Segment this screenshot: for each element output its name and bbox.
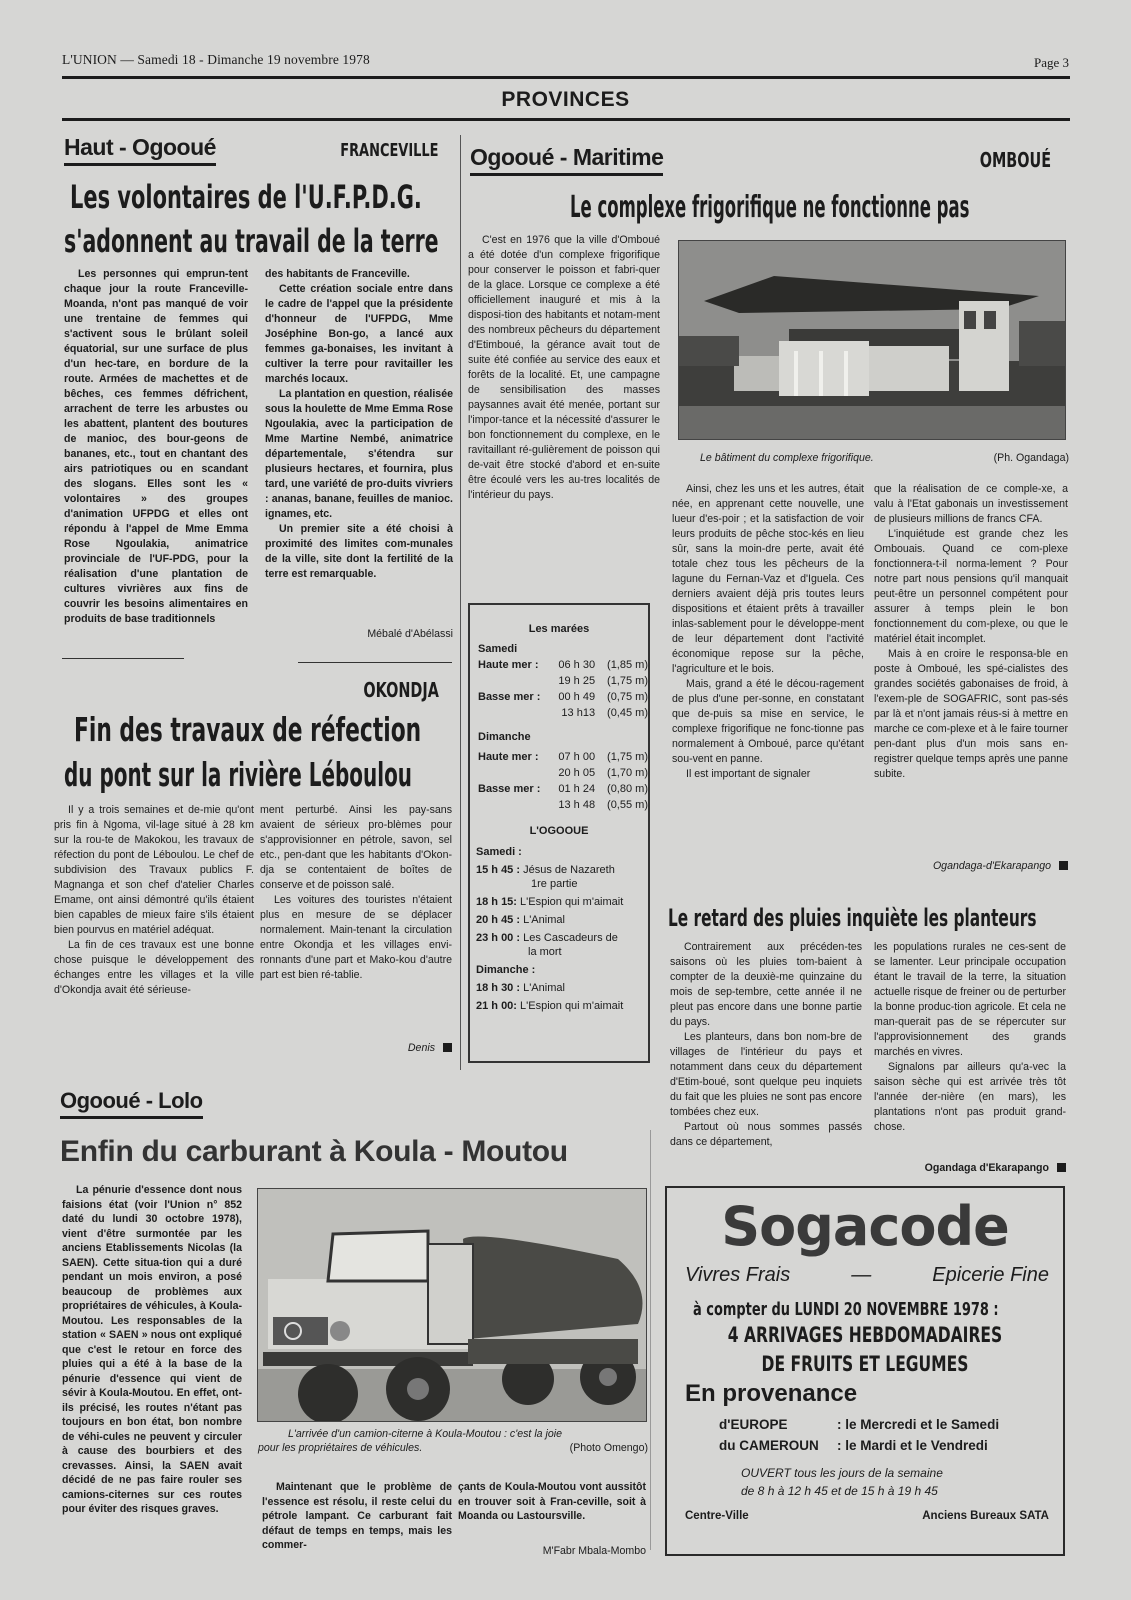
article-headline: s'adonnent au travail de la terre — [64, 222, 439, 260]
caption-line: L'arrivée d'un camion-citerne à Koula-Moutou : c'est la joie — [288, 1428, 562, 1440]
article-column — [672, 482, 864, 782]
ad-locations: Centre-Ville Anciens Bureaux SATA — [685, 1510, 1049, 1522]
byline-text: Denis — [407, 1042, 435, 1054]
tides-title: Les marées — [528, 623, 590, 635]
region-ogooue-lolo: Ogooué - Lolo — [60, 1088, 203, 1119]
end-mark-icon — [443, 1043, 452, 1052]
end-mark-icon — [1059, 861, 1068, 870]
paragraph: Ainsi, chez les uns et les autres, était née, en apprenant cette nouvelle, une lueur d'es-poir ; et la satisfaction de voir leurs produits de pêche stoc-kés en lieu sûr, sans la moin-dre perte, avait été totale chez tous les pêcheurs de la lagune du Fernan-Vaz et d'Iguela. Ces derniers avaient déjà pris toutes leurs dispositions et étaient prêts à travailler inlas-sablement pour le développe-ment de leur département dont l'activité économique repose sur la pêche, l'agriculture et le bois. — [672, 483, 864, 675]
paragraph: L'inquiétude est grande chez les Ombouais. Quand ce com-plexe fonctionnera-t-il norma-lement ? Pour notre part nous pensions qu'il manquait peut-être un personnel compétent pour assurer à temps plein le bon fonctionnement du com-plexe, ou que le matériel était incomplet. — [874, 528, 1068, 645]
tide-row: Haute mer : 06 h 30 (1,85 m) — [478, 659, 648, 671]
building-image — [679, 241, 1066, 440]
tide-row: 13 h13 (0,45 m) — [561, 707, 648, 719]
tides-day: Dimanche — [478, 731, 531, 743]
tide-row: 20 h 05 (1,70 m) — [558, 767, 648, 779]
article-headline: Les volontaires de l'U.F.P.D.G. — [70, 178, 422, 216]
region-haut-ogooue: Haut - Ogooué — [64, 134, 216, 166]
cinema-day: Samedi : — [476, 846, 522, 858]
photo-tanker-truck — [257, 1188, 647, 1422]
byline — [874, 1162, 1066, 1174]
ad-arrivals: 4 ARRIVAGES HEBDOMADAIRES — [727, 1323, 1003, 1347]
photo-credit: (Photo Omengo) — [569, 1442, 648, 1454]
article-headline: Enfin du carburant à Koula - Moutou — [60, 1135, 568, 1168]
cinema-listing — [476, 843, 648, 1015]
byline-text: Ogandaga-d'Ekarapango — [932, 860, 1051, 872]
ad-origins — [719, 1414, 1063, 1456]
masthead-title: L'UNION — Samedi 18 - Dimanche 19 novembre 1978 — [62, 52, 370, 67]
paragraph: Un premier site a été choisi à proximité des limites com-munales de la ville, site dont la fertilité de la terre est remarquable. — [265, 523, 453, 580]
article-column — [874, 482, 1068, 782]
paragraph: Contrairement aux précéden-tes saisons où les pluies tom-baient à compter de la deuxiè-me quinzaine du mois de sep-tembre, cette année il ne pleut pas encore dans une bonne partie du pays. — [670, 941, 862, 1028]
cinema-show: 21 h 00: L'Espion qui m'aimait — [476, 1000, 624, 1012]
tides-table — [478, 641, 648, 813]
paragraph: ment perturbé. Ainsi les pay-sans avaient de sérieux pro-blèmes pour s'approvisionner en pétrole, savon, sel etc., pen-dant que les habitants d'Okon-dja se contentaient de boîtes de conserve et de poisson salé. — [260, 804, 452, 891]
paragraph: Les voitures des touristes n'étaient plus en mesure de se déplacer normalement. Main-tenant la circulation entre Okondja et les villages envi-ronnants d'une part et Mako-kou d'autre part est bien ré-tablie. — [260, 894, 452, 981]
cinema-show: 15 h 45 : Jésus de Nazareth — [476, 864, 615, 876]
section-rule — [62, 118, 1070, 121]
ad-start-date: à compter du LUNDI 20 NOVEMBRE 1978 : — [693, 1299, 999, 1320]
section-title: PROVINCES — [501, 88, 630, 111]
article-headline: Fin des travaux de réfection — [74, 710, 422, 749]
town-okondja: OKONDJA — [363, 678, 439, 702]
paragraph: Mais à en croire le responsa-ble en poste à Omboué, les spé-cialistes des grandes sociétés gabonaises de froid, à l'exem-ple de SOGAFRIC, sont pas-sés par là et n'ont jamais réus-si à mettre en marche ce com-plexe et à le faire tourner pen-dant plus d'un mois sans en-registrer quelque temps après une panne subite. — [874, 648, 1068, 780]
tide-row: Basse mer : 01 h 24 (0,80 m) — [478, 783, 648, 795]
ad-opening-hours: OUVERT tous les jours de la semaine de 8 h à 12 h 45 et de 15 h à 19 h 45 — [741, 1466, 943, 1498]
town-franceville: FRANCEVILLE — [340, 140, 439, 161]
paragraph: les populations rurales ne ces-sent de se lamenter. Leur principale occupation étant le travail de la terre, la situation actuelle risque de freiner ou de perturber la bonne produc-tion agricole. Et cela ne man-querait pas de se répercuter sur l'approvisionnement des grands marchés en vivres. — [874, 941, 1066, 1058]
caption-line: pour les propriétaires de véhicules. (Photo Omengo) — [258, 1442, 648, 1454]
cinema-show: 20 h 45 : L'Animal — [476, 914, 565, 926]
ad-origin-row: du CAMEROUN : le Mardi et le Vendredi — [719, 1438, 988, 1453]
tide-row: Basse mer : 00 h 49 (0,75 m) — [478, 691, 648, 703]
article-column — [260, 803, 452, 983]
tide-row: 19 h 25 (1,75 m) — [558, 675, 648, 687]
cinema-show: 18 h 30 : L'Animal — [476, 982, 565, 994]
cinema-show-extra: 1re partie — [531, 878, 578, 890]
town-omboue: OMBOUÉ — [979, 148, 1051, 172]
paragraph: Mais, grand a été le décou-ragement de plus d'une per-sonne, en constatant que de-puis sa mise en service, le complexe frigorifique ne fonc-tionne pas normalement à Omboué, parce qu'étant sou-vent en panne. — [672, 678, 864, 765]
column-divider-bottom — [650, 1130, 651, 1550]
cinema-show-extra: la mort — [528, 946, 562, 958]
cinema-day: Dimanche : — [476, 964, 536, 976]
paragraph: Signalons par ailleurs qu'a-vec la saison sèche qui est arrivée très tôt l'année der-nière (en mars), les plantations n'ont pas produit grand-chose. — [874, 1061, 1066, 1133]
cinema-show: 23 h 00 : Les Cascadeurs de — [476, 932, 618, 944]
paragraph: Il est important de signaler — [686, 768, 811, 780]
region-ogooue-maritime: Ogooué - Maritime — [470, 144, 663, 176]
cinema-show: 18 h 15: L'Espion qui m'aimait — [476, 896, 624, 908]
paragraph: Les personnes qui emprun-tent chaque jour la route Franceville-Moanda, n'ont pas manqué de voir une trentaine de femmes qui s'activent sous le brûlant soleil équatorial, sur une surface de plus d'un hec-tare, en bordure de la route. Armées de machettes et de bêches, ces femmes défrichent, arrachent de terre les arbustes ou les abattent, plantent des boutures de manioc, des bour-geons de bananes, etc., tout en chantant des airs patriotiques ou en scandant des slogans. Elles sont les « volontaires » des groupes d'animation UFPDG et elles ont répondu à l'appel de Mme Emma Rose Ngoulakia, animatrice provinciale de l'UF-PDG, pour la réalisation d'une plantation de cultures vivrières aux fins de couvrir les besoins alimentaires en produits de base traditionnels — [64, 268, 248, 625]
byline: Mébalé d'Abélassi — [367, 628, 453, 640]
sogacode-advertisement — [665, 1186, 1065, 1556]
article-column — [670, 940, 862, 1150]
paragraph: Partout où nous sommes passés dans ce département, — [670, 1121, 862, 1148]
article-headline: Le retard des pluies inquiète les planteurs — [668, 904, 1037, 932]
separator — [62, 658, 184, 659]
top-rule — [62, 76, 1070, 79]
paragraph: Il y a trois semaines et de-mie qu'ont pris fin à Ngoma, vil-lage situé à 28 km sur la rou-te de Makokou, les travaux de réfection du pont de Léboulou. Le chef de subdivision des Travaux publics F. Magnanga et son chef d'atelier Charles Emame, ont ainsi démontré qu'ils étaient bien capables de mieux faire s'ils étaient bien pourvus en matériel adéquat. — [54, 804, 254, 936]
paragraph: La pénurie d'essence dont nous faisions état (voir l'Union n° 852 daté du lundi 30 octobre 1978), vient d'être surmontée par les anciens Etablissements Nicolas (la SAEN). Cette situa-tion qui a duré pendant un mois environ, a posé beaucoup de problèmes aux propriétaires de véhicules, à Koula-Moutou. Les responsables de la station « SAEN » nous ont expliqué que c'est le retour en force des pluies qui a été à la base de la pénurie d'essence qui vient de sévir à Koula-Moutou. En effet, ont-ils précisé, les routes n'étant pas toujours en bon état, bon nombre de véhi-cules ne peuvent y circuler à cause des bourbiers et des crevasses. Ainsi, la SAEN avait décidé de ne pas faire rouler ses camions-citernes sur ces routes pour éviter des risques graves. — [62, 1184, 242, 1515]
paragraph: Maintenant que le problème de l'essence est résolu, il reste celui du pétrole lampant. Ce carburant fait défaut de temps en temps, mais les commer- — [262, 1481, 452, 1551]
tides-day: Samedi — [478, 643, 518, 655]
article-headline: Le complexe frigorifique ne fonctionne pas — [570, 190, 970, 225]
article-column — [874, 940, 1066, 1135]
tide-row: 13 h 48 (0,55 m) — [558, 799, 648, 811]
byline — [260, 1042, 452, 1054]
paragraph: que la réalisation de ce comple-xe, a valu à l'Etat gabonais un investissement de plusieurs millions de francs CFA. — [874, 483, 1068, 525]
byline-text: Ogandaga d'Ekarapango — [924, 1162, 1049, 1174]
photo-credit: (Ph. Ogandaga) — [993, 452, 1069, 464]
photo-cold-storage-building — [678, 240, 1066, 440]
paragraph: C'est en 1976 que la ville d'Omboué a été dotée d'un complexe frigorifique pour conserver le poisson et fabri-quer de la glace. Lorsque ce complexe a été officiellement inauguré et mis à la disposi-tion des habitants et notam-ment des nombreux pêcheurs du département d'Etimboué, la gérance avait tout de suite été confiée au service des eaux et forêts de la localité. Et, une campagne de sensibilisation des masses paysannes avait été menée, portant sur l'impor-tance et la nécessité d'assurer le bon fonctionnement du complexe, en le ravitaillant ré-gulièrement de poisson qui de-vait être stocké d'abord et en-suite être écoulé vers les au-tres localités de l'intérieur du pays. — [468, 234, 660, 501]
ad-origin-title: En provenance — [685, 1380, 858, 1407]
article-headline: du pont sur la rivière Léboulou — [64, 755, 413, 794]
end-mark-icon — [1057, 1163, 1066, 1172]
tides-cinema-box — [468, 603, 650, 1063]
article-column — [458, 1480, 646, 1524]
article-column — [64, 267, 248, 627]
cinema-title: L'OGOOUE — [529, 825, 589, 837]
paragraph: Cette création sociale entre dans le cadre de l'appel que la présidente d'honneur de l'UFPDG, Mme Joséphine Bon-go, a lancé aux femmes ga-bonaises, les invitant à cultiver la terre pour ravitailler les marchés locaux. — [265, 283, 453, 385]
article-column — [262, 1480, 452, 1553]
tide-row: Haute mer : 07 h 00 (1,75 m) — [478, 751, 648, 763]
separator — [298, 662, 452, 663]
paragraph: des habitants de Franceville. — [265, 268, 410, 280]
article-column — [265, 267, 453, 582]
page-number: Page 3 — [1033, 55, 1069, 70]
paragraph: çants de Koula-Moutou vont aussitôt en trouver soit à Fran-ceville, soit à Moanda ou Lastoursville. — [458, 1481, 646, 1522]
article-column — [54, 803, 254, 998]
ad-brand-logo: Sogacode — [721, 1195, 1009, 1258]
article-column — [62, 1183, 242, 1517]
paragraph: La plantation en question, réalisée sous la houlette de Mme Emma Rose Ngoulakia, avec la participation de Mme Martine Nembé, animatrice départementale, s'étendra sur plusieurs hectares, et fournira, plus tard, une variété de pro-duits vivriers : ananas, banane, feuilles de manioc. ignames, etc. — [265, 388, 453, 520]
article-column — [468, 233, 660, 503]
ad-tagline: Vivres Frais — Epicerie Fine — [685, 1264, 1049, 1286]
column-divider — [460, 135, 461, 1070]
paragraph: Les planteurs, dans bon nom-bre de villages de l'intérieur du pays et notamment dans ceux du département d'Etim-boué, sont quelque peu inquiets du fait que les pluies ne sont pas encore tombées chez eux. — [670, 1031, 862, 1118]
truck-image — [258, 1189, 647, 1422]
byline — [874, 860, 1068, 872]
byline: M'Fabr Mbala-Mombo — [542, 1545, 646, 1557]
photo-caption: Le bâtiment du complexe frigorifique. — [700, 452, 874, 464]
photo-caption — [258, 1427, 648, 1455]
paragraph: La fin de ces travaux est une bonne chose puisque le développement des échanges entre les villages et la ville d'Okondja avait été sérieuse- — [54, 939, 254, 996]
ad-products: DE FRUITS ET LEGUMES — [761, 1352, 969, 1376]
ad-origin-row: d'EUROPE : le Mercredi et le Samedi — [719, 1417, 1000, 1432]
